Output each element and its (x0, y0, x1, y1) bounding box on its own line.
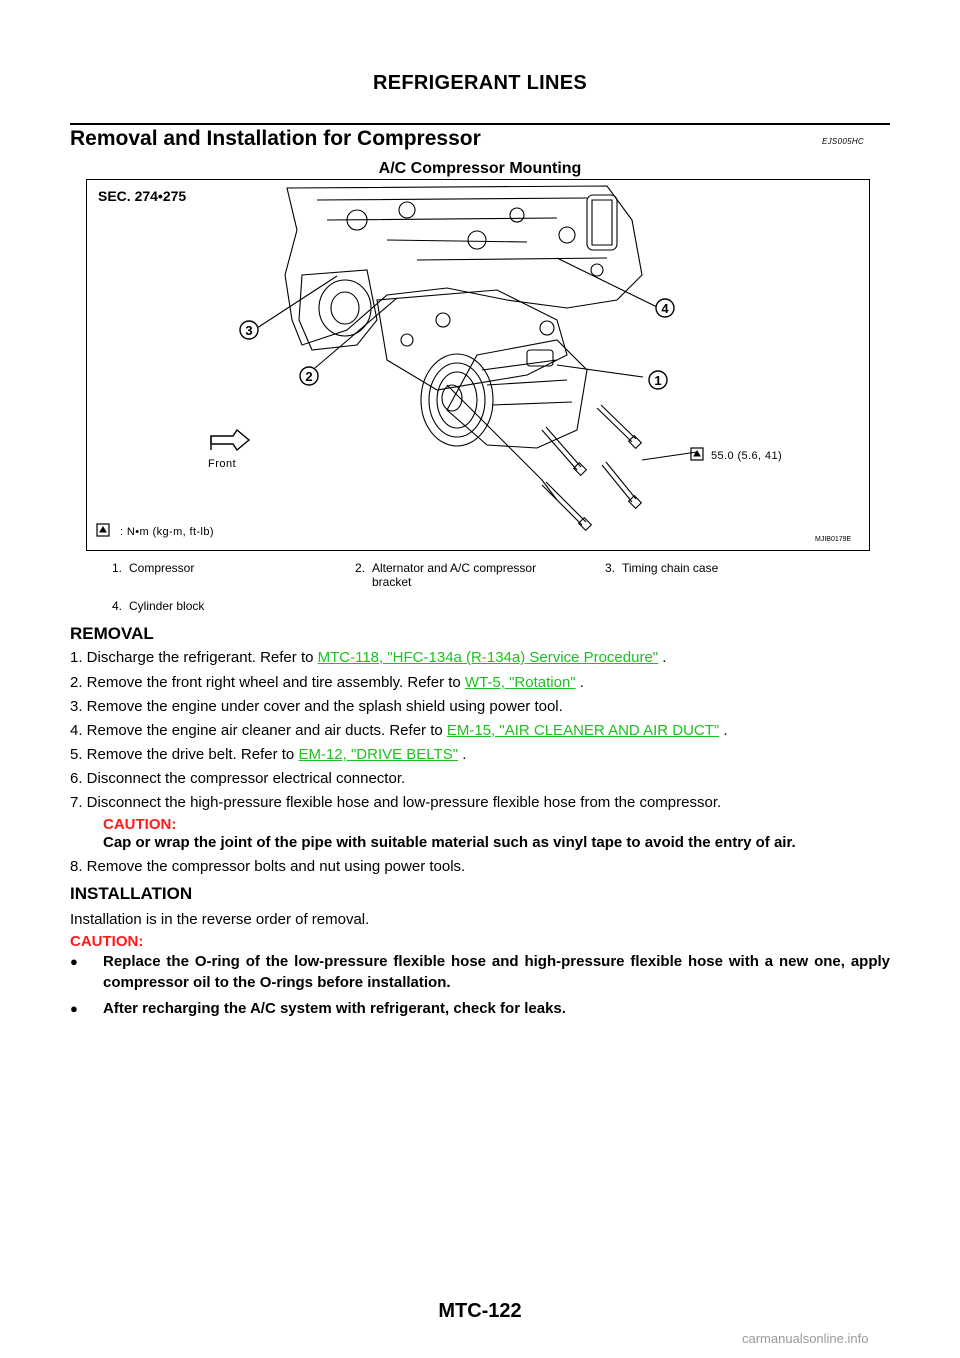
figure-title: A/C Compressor Mounting (378, 160, 582, 177)
cylinder-block-outline (285, 186, 642, 345)
removal-step: 6. Disconnect the compressor electrical connector. (70, 770, 406, 787)
removal-step: 4. Remove the engine air cleaner and air ducts. Refer to EM-15, "AIR CLEANER AND AIR DUCT" . (70, 722, 728, 739)
image-id: MJIB0179E (815, 536, 852, 543)
figure-illustration (86, 179, 870, 551)
bullet-icon: ● (70, 954, 78, 969)
section-code: EJS005HC (822, 137, 864, 146)
torque-value: 55.0 (5.6, 41) (711, 450, 783, 462)
removal-step: 1. Discharge the refrigerant. Refer to MTC-118, "HFC-134a (R-134a) Service Procedure" . (70, 649, 667, 666)
front-label: Front (208, 458, 237, 470)
ref-link[interactable]: WT-5, "Rotation" (464, 674, 576, 691)
ref-link[interactable]: EM-12, "DRIVE BELTS" (298, 746, 459, 763)
compressor-mounting-drawing (87, 180, 871, 552)
installation-intro: Installation is in the reverse order of removal. (70, 911, 370, 928)
section-number-label: SEC. 274•275 (98, 188, 187, 204)
front-arrow-shape (211, 430, 249, 450)
page-header-title: REFRIGERANT LINES (373, 72, 587, 94)
removal-step: 3. Remove the engine under cover and the splash shield using power tool. (70, 698, 563, 715)
callout-1: 1 (654, 373, 662, 388)
page-number: MTC-122 (438, 1300, 522, 1322)
ref-link[interactable]: MTC-118, "HFC-134a (R-134a) Service Procedure" (317, 649, 659, 666)
timing-chain-case-outline (299, 270, 377, 350)
installation-caution-label: CAUTION: (70, 933, 144, 950)
ref-link[interactable]: EM-15, "AIR CLEANER AND AIR DUCT" (446, 722, 720, 739)
caution-bullet: ● Replace the O-ring of the low-pressure flexible hose and high-pressure flexible hose with a new one, apply compressor oil to the O-rings before installation. (70, 953, 890, 991)
section-divider (70, 123, 890, 125)
caution-bullet: ● After recharging the A/C system with refrigerant, check for leaks. (70, 1000, 566, 1017)
callout-4: 4 (661, 301, 669, 316)
bullet-icon: ● (70, 1001, 78, 1016)
units-legend: : N•m (kg-m, ft-lb) (120, 526, 214, 538)
compressor-pulley (421, 354, 493, 446)
bracket-outline (377, 290, 567, 390)
removal-heading: REMOVAL (70, 624, 154, 643)
removal-step: 5. Remove the drive belt. Refer to EM-12, "DRIVE BELTS" . (70, 746, 467, 763)
section-title: Removal and Installation for Compressor (70, 127, 481, 150)
removal-step: 2. Remove the front right wheel and tire assembly. Refer to WT-5, "Rotation" . (70, 674, 584, 691)
torque-wrench-icon (97, 448, 703, 536)
watermark: carmanualsonline.info (742, 1331, 869, 1346)
callout-3: 3 (245, 323, 253, 338)
removal-step: 8. Remove the compressor bolts and nut using power tools. (70, 858, 466, 875)
removal-step: 7. Disconnect the high-pressure flexible hose and low-pressure flexible hose from the compressor. (70, 794, 722, 811)
mounting-bolts (542, 405, 641, 530)
installation-heading: INSTALLATION (70, 884, 193, 903)
caution-label: CAUTION: (103, 816, 177, 833)
callout-2: 2 (305, 369, 313, 384)
caution-text: Cap or wrap the joint of the pipe with suitable material such as vinyl tape to avoid the entry of air. (103, 834, 796, 851)
